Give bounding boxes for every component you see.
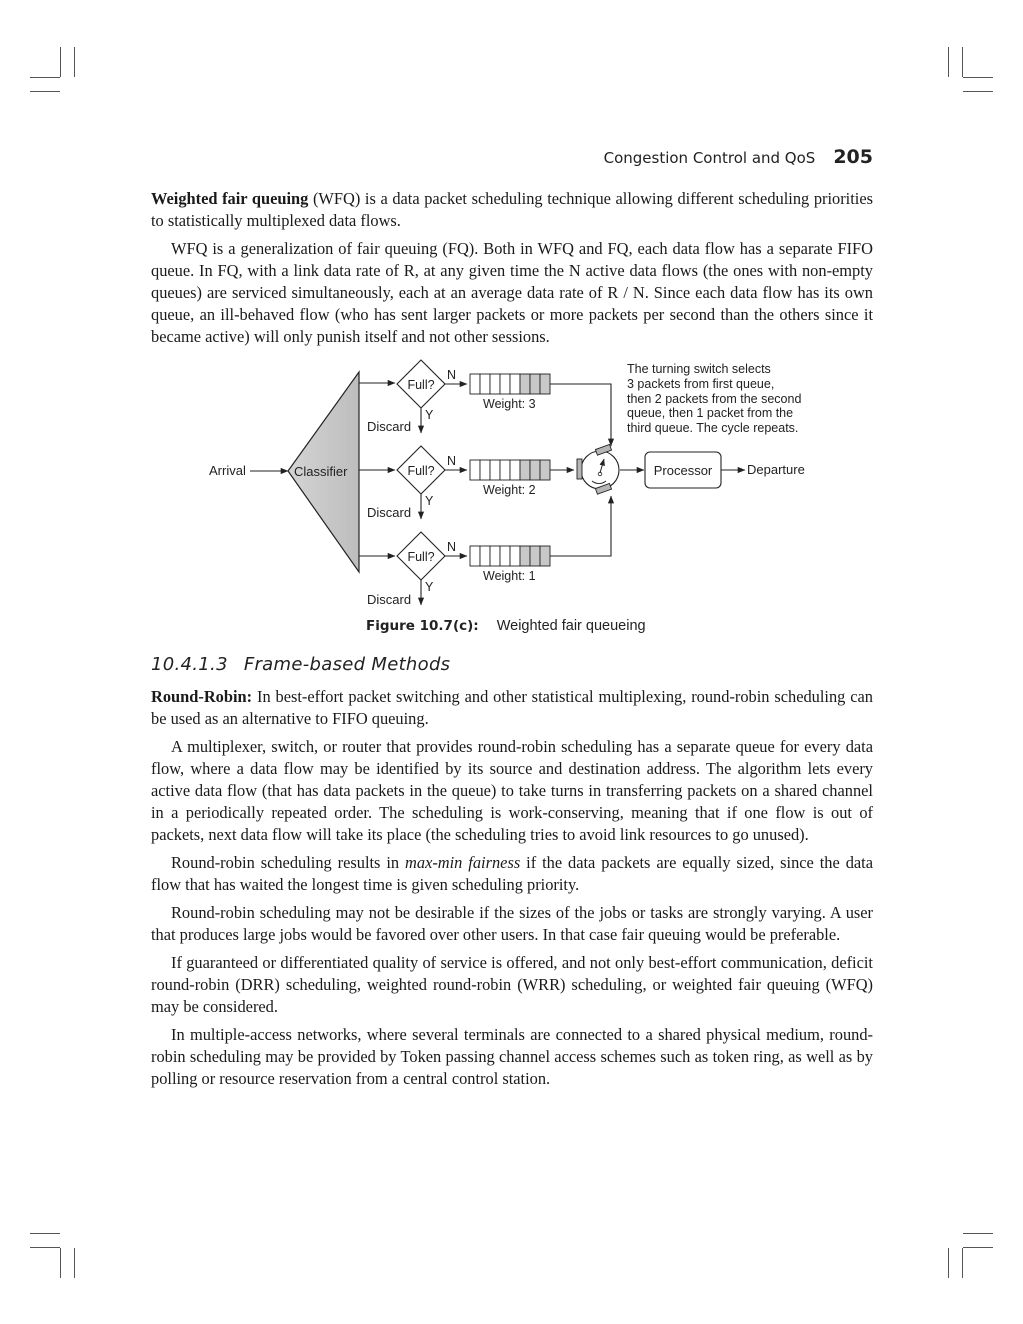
- queue-cell: [510, 374, 520, 394]
- crop-mark: [963, 1247, 993, 1248]
- crop-mark: [30, 1247, 60, 1248]
- queue-cell: [530, 546, 540, 566]
- crop-mark: [74, 47, 75, 77]
- figure-caption: [366, 618, 646, 634]
- full-label-3: Full?: [407, 550, 435, 564]
- page-number: 205: [833, 146, 873, 168]
- discard-label-3: Discard: [367, 592, 412, 607]
- paragraph: [151, 686, 873, 730]
- queue-cell: [510, 460, 520, 480]
- crop-mark: [963, 1233, 993, 1234]
- paragraph-text: if the data packets are equally sized, since the data flow that has waited the longest time is given scheduling priority.: [151, 853, 873, 894]
- queue-cell: [520, 374, 530, 394]
- weight-label-1: Weight: 3: [483, 397, 536, 411]
- queue-cell: [540, 374, 550, 394]
- note-line: queue, then 1 packet from the: [627, 406, 794, 420]
- yes-label-1: Y: [425, 408, 434, 422]
- full-label-1: Full?: [407, 378, 435, 392]
- crop-mark: [963, 77, 993, 78]
- yes-label-3: Y: [425, 580, 434, 594]
- no-label-3: N: [447, 540, 457, 554]
- departure-label: Departure: [747, 462, 805, 477]
- yes-label-2: Y: [425, 494, 434, 508]
- queue-cell: [480, 546, 490, 566]
- fifo-queue-1: [470, 374, 550, 394]
- fifo-queue-2: [470, 460, 550, 480]
- queue-cell: [480, 460, 490, 480]
- section-heading: [151, 654, 450, 675]
- full-label-2: Full?: [407, 464, 435, 478]
- paragraph: [151, 852, 873, 896]
- note-line: The turning switch selects: [627, 362, 771, 376]
- weight-label-3: Weight: 1: [483, 569, 536, 583]
- crop-mark: [962, 1248, 963, 1278]
- crop-mark: [30, 1233, 60, 1234]
- queue-link-1: [550, 384, 611, 446]
- crop-mark: [74, 1248, 75, 1278]
- queue-cell: [540, 546, 550, 566]
- crop-mark: [948, 1248, 949, 1278]
- paragraph: A multiplexer, switch, or router that provides round-robin scheduling has a separate queue for every data flow, where a data flow may be identified by its source and destination address. The algorithm lets every active data flow (that has data packets in the queue) to take turns in transferring packets on a shared channel in a periodically repeated order. The scheduling is work-conserving, meaning that if one flow is out of packets, next data flow will take its place (the scheduling tries to avoid link resources to go unused).: [151, 737, 873, 844]
- fifo-queue-3: [470, 546, 550, 566]
- crop-mark: [60, 1248, 61, 1278]
- section-number: 10.4.1.3: [151, 654, 228, 675]
- paragraph: WFQ is a generalization of fair queuing (FQ). Both in WFQ and FQ, each data flow has a separate FIFO queue. In FQ, with a link data rate of R, at any given time the N active data flows (the ones with non-empty queues) are serviced simultaneously, each at an average data rate of R / N. Since each data flow has its own queue, an ill-behaved flow (who has sent larger packets or more packets per second than the others since it became active) will only punish itself and not other sessions.: [151, 239, 873, 346]
- discard-label-1: Discard: [367, 419, 412, 434]
- queue-link-3: [550, 496, 611, 556]
- round-robin-text: [151, 686, 873, 1096]
- crop-mark: [962, 47, 963, 77]
- running-title: Congestion Control and QoS: [603, 149, 816, 167]
- queue-cell: [500, 546, 510, 566]
- queue-cell: [510, 546, 520, 566]
- crop-mark: [60, 47, 61, 77]
- no-label-2: N: [447, 454, 457, 468]
- caption-text: Weighted fair queueing: [496, 618, 646, 634]
- queue-cell: [490, 460, 500, 480]
- queue-cell: [530, 374, 540, 394]
- queue-cell: [490, 374, 500, 394]
- paragraph-text: Round-robin scheduling results in: [171, 853, 406, 872]
- crop-mark: [30, 91, 60, 92]
- turning-switch: [577, 444, 619, 494]
- queue-cell: [520, 460, 530, 480]
- paragraph-text: In best-effort packet switching and other statistical multiplexing, round-robin scheduling can be used as an alternative to FIFO queuing.: [151, 687, 873, 728]
- queue-cell: [500, 460, 510, 480]
- crop-mark: [948, 47, 949, 77]
- section-title: Frame-based Methods: [243, 654, 451, 675]
- caption-label: Figure 10.7(c):: [366, 618, 479, 634]
- classifier-label: Classifier: [294, 464, 348, 479]
- paragraph: If guaranteed or differentiated quality of service is offered, and not only best-effort communication, deficit round-robin (DRR) scheduling, weighted round-robin (WRR) scheduling, or weighted fair queuing (WFQ) may be considered.: [151, 953, 873, 1016]
- wfq-diagram: [0, 355, 1023, 640]
- running-head: [604, 146, 873, 168]
- queue-cell: [470, 460, 480, 480]
- crop-mark: [30, 77, 60, 78]
- intro-text: [151, 188, 873, 354]
- note-line: then 2 packets from the second: [627, 392, 802, 406]
- weight-label-2: Weight: 2: [483, 483, 536, 497]
- queue-cell: [490, 546, 500, 566]
- arrival-label: Arrival: [209, 463, 246, 478]
- term-wfq: Weighted fair queuing: [151, 189, 309, 208]
- switch-note: [627, 362, 801, 435]
- queue-cell: [530, 460, 540, 480]
- discard-label-2: Discard: [367, 505, 412, 520]
- queue-cell: [500, 374, 510, 394]
- processor-label: Processor: [653, 463, 713, 478]
- paragraph-text: (WFQ) is a data packet scheduling technique allowing different scheduling priorities to statistically multiplexed data flows.: [151, 189, 874, 230]
- queue-cell: [470, 374, 480, 394]
- note-line: third queue. The cycle repeats.: [627, 421, 799, 435]
- paragraph: In multiple-access networks, where several terminals are connected to a shared physical medium, round-robin scheduling may be provided by Token passing channel access schemes such as token ring, as well as by polling or resource reservation from a central control station.: [151, 1025, 873, 1088]
- queue-cell: [520, 546, 530, 566]
- note-line: 3 packets from first queue,: [627, 377, 775, 391]
- no-label-1: N: [447, 368, 457, 382]
- queue-cell: [480, 374, 490, 394]
- paragraph: [151, 188, 873, 232]
- crop-mark: [963, 91, 993, 92]
- queue-cell: [470, 546, 480, 566]
- queue-cell: [540, 460, 550, 480]
- paragraph: Round-robin scheduling may not be desirable if the sizes of the jobs or tasks are strongly varying. A user that produces large jobs would be favored over other users. In that case fair queuing would be preferable.: [151, 903, 873, 944]
- term-max-min-fairness: max-min fairness: [405, 853, 521, 872]
- term-round-robin: Round-Robin:: [151, 687, 253, 706]
